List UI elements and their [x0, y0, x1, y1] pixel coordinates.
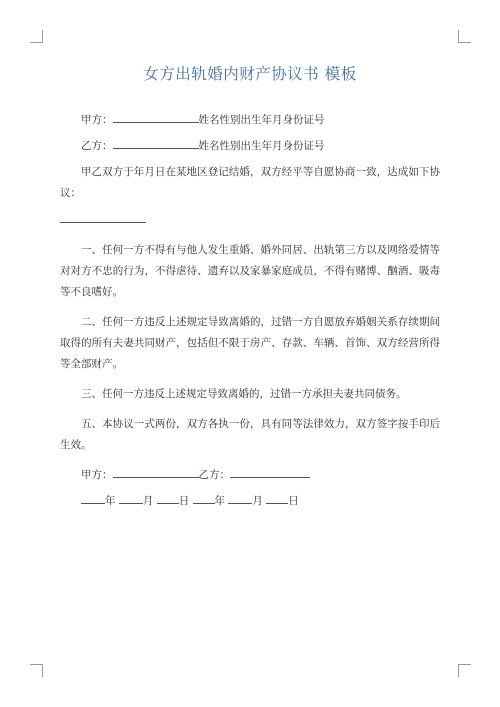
party-a-line: [60, 110, 440, 131]
signature-party-b-label: 乙方：: [198, 469, 230, 481]
intro-blank: [60, 210, 146, 223]
clause-1: 一、任何一方不得有与他人发生重婚、婚外同居、出轨第三方以及网络爱情等对对方不忠的行为，不得虐待、遗弃以及家暴家庭成员，不得有赌博、酗酒、吸毒等不良嗜好。: [60, 244, 440, 298]
signature-party-b-blank: [230, 465, 310, 478]
clause-5: 五、本协议一式两份，双方各执一份，具有同等法律效力，双方签字按手印后生效。: [60, 418, 440, 451]
date-b-year-blank: [193, 491, 215, 504]
clause-3: 三、任何一方违反上述规定导致离婚的，过错一方承担夫妻共同债务。: [81, 388, 407, 400]
signature-line: [60, 465, 440, 486]
party-b-line: [60, 136, 440, 157]
intro-paragraph: 甲乙双方于年月日在某地区登记结婚，双方经平等自愿协商一致，达成如下协议：: [60, 166, 440, 199]
party-b-desc: 姓名性别出生年月身份证号: [198, 140, 325, 152]
party-b-label: 乙方：: [81, 140, 113, 152]
party-a-blank: [113, 110, 199, 123]
date-b-day-label: 日: [288, 495, 299, 507]
party-a-label: 甲方：: [81, 114, 113, 126]
crop-mark-top-left: [30, 30, 43, 43]
crop-mark-bottom-left: [30, 664, 43, 677]
date-a-month-blank: [119, 491, 143, 504]
date-b-month-blank: [228, 491, 252, 504]
date-a-day-blank: [157, 491, 179, 504]
date-b-year-label: 年: [214, 495, 226, 507]
date-a-year-label: 年: [105, 495, 116, 507]
document-title: 女方出轨婚内财产协议书 模板: [143, 65, 357, 83]
date-b-day-blank: [266, 491, 288, 504]
clause-2: 二、任何一方违反上述规定导致离婚的，过错一方自愿放弃婚姻关系存续期间取得的所有夫妻共同财产，包括但不限于房产、存款、车辆、首饰、双方经营所得等全部财产。: [60, 316, 440, 370]
date-line: [60, 491, 440, 512]
signature-party-a-label: 甲方：: [81, 469, 113, 481]
party-b-blank: [113, 136, 199, 149]
date-a-year-blank: [81, 491, 105, 504]
crop-mark-bottom-right: [458, 664, 471, 677]
date-a-day-label: 日: [178, 495, 190, 507]
party-a-desc: 姓名性别出生年月身份证号: [198, 114, 325, 126]
date-b-month-label: 月: [252, 495, 263, 507]
document-body: [60, 110, 440, 512]
date-a-month-label: 月: [142, 495, 154, 507]
signature-party-a-blank: [113, 465, 199, 478]
crop-mark-top-right: [458, 30, 471, 43]
